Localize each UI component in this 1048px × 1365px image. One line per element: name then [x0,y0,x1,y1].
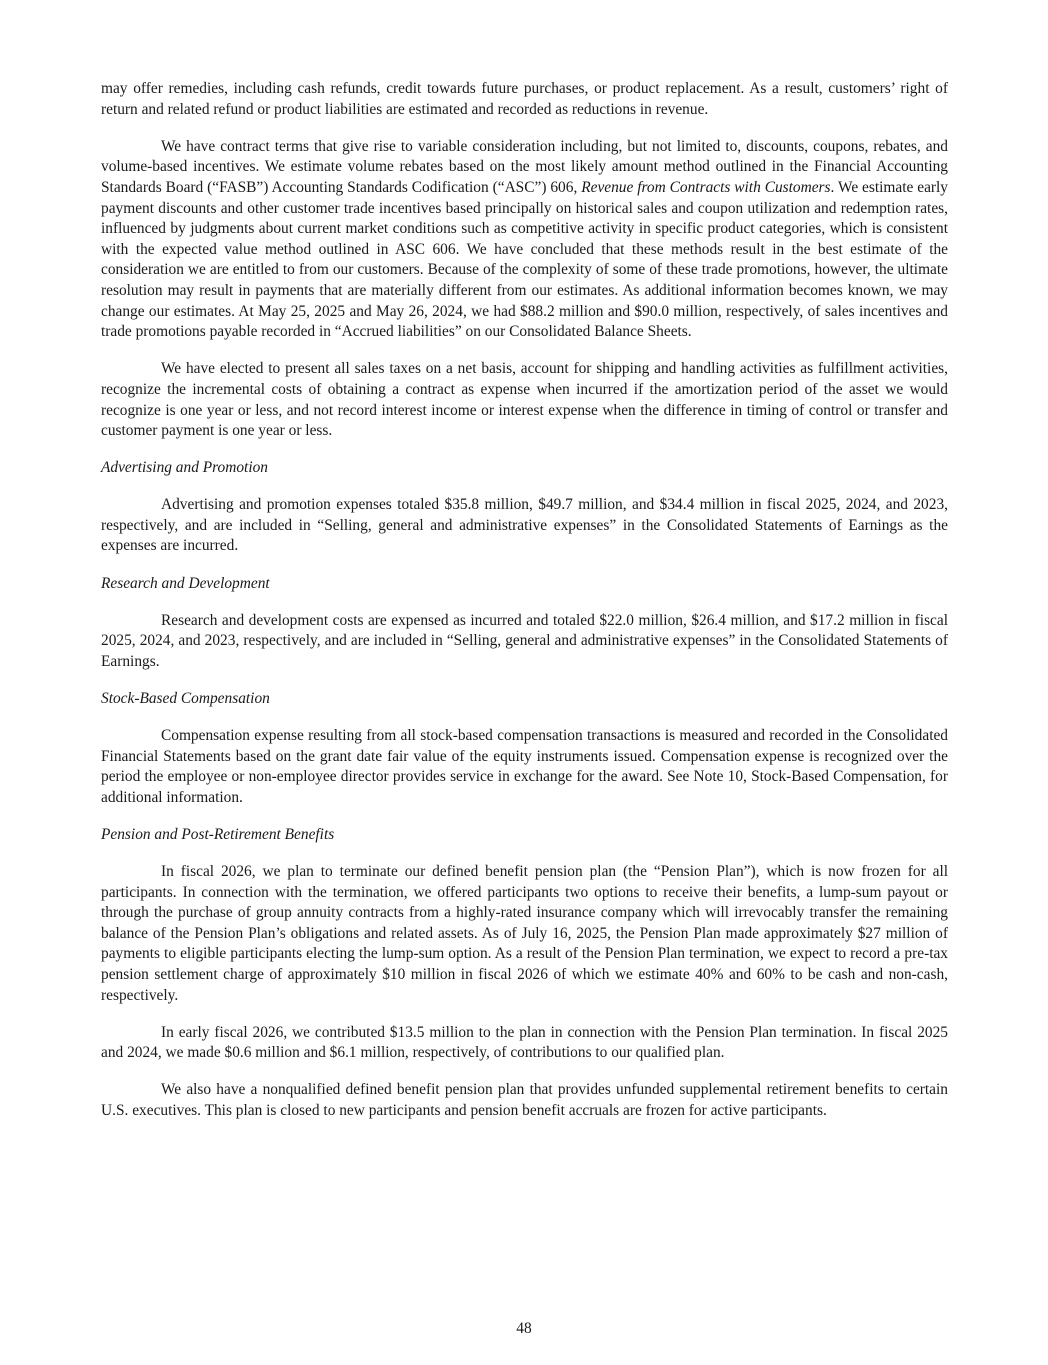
variable-consideration-text-a: We have contract terms that give rise to variable consideration including, but not limited to, discounts, coupons, rebates, and volume-based incentives. We estimate volume rebates based on the most likely amount method outlined in the Financial Accounting Standards Board (“FASB”) Accounting Standards Codification (“ASC”) 606, [101,137,948,196]
section-heading-advertising: Advertising and Promotion [101,459,269,477]
paragraph-research: Research and development costs are expensed as incurred and totaled $22.0 million, $26.4 million, and $17.2 million in fiscal 2025, 2024, and 2023, respectively, and are included in “Selling, general and administrative expenses” in the Consolidated Statements of Earnings. [101,611,948,670]
paragraph-advertising: Advertising and promotion expenses totaled $35.8 million, $49.7 million, and $34.4 million in fiscal 2025, 2024, and 2023, respectively, and are included in “Selling, general and administrative expenses” in the Consolidated Statements of Earnings as the expenses are incurred. [101,496,948,555]
section-heading-stock-compensation: Stock-Based Compensation [101,690,270,707]
paragraph-nonqualified-plan: We also have a nonqualified defined benefit pension plan that provides unfunded supplemental retirement benefits to certain U.S. executives. This plan is closed to new participants and pension benefit accruals are frozen for active participants. [101,1081,948,1120]
page-number: 48 [516,1320,532,1337]
paragraph-pension-contributions: In early fiscal 2026, we contributed $13.5 million to the plan in connection with the Pension Plan termination. In fiscal 2025 and 2024, we made $0.6 million and $6.1 million, respectively, of contributions to our qualified plan. [101,1023,948,1062]
paragraph-variable-consideration [101,137,948,343]
section-heading-research: Research and Development [101,574,270,592]
paragraph-pension-termination: In fiscal 2026, we plan to terminate our defined benefit pension plan (the “Pension Plan”), which is now frozen for all participants. In connection with the termination, we offered participants two options to receive their benefits, a lump-sum payout or through the purchase of group annuity contracts from a highly-rated insurance company which will irrevocably transfer the remaining balance of the Pension Plan’s obligations and related assets. As of July 16, 2025, the Pension Plan made approximately $27 million of payments to eligible participants electing the lump-sum option. As a result of the Pension Plan termination, we expect to record a pre-tax pension settlement charge of approximately $10 million in fiscal 2026 of which we estimate 40% and 60% to be cash and non-cash, respectively. [101,862,948,1004]
asc-606-title: Revenue from Contracts with Customers [581,178,831,196]
paragraph-stock-compensation: Compensation expense resulting from all stock-based compensation transactions is measured and recorded in the Consolidated Financial Statements based on the grant date fair value of the equity instruments issued. Compensation expense is recognized over the period the employee or non-employee director provides service in exchange for the award. See Note 10, Stock-Based Compensation, for additional information. [101,726,948,806]
document-body [101,79,948,1138]
paragraph-sales-taxes-policy: We have elected to present all sales taxes on a net basis, account for shipping and handling activities as fulfillment activities, recognize the incremental costs of obtaining a contract as expense when incurred if the amortization period of the asset we would recognize is one year or less, and not record interest income or interest expense when the difference in timing of control or transfer and customer payment is one year or less. [101,360,948,440]
section-heading-pension: Pension and Post-Retirement Benefits [101,825,335,843]
paragraph-returns-continuation: may offer remedies, including cash refunds, credit towards future purchases, or product replacement. As a result, customers’ right of return and related refund or product liabilities are estimated and recorded as reductions in revenue. [101,80,948,118]
variable-consideration-text-b: . We estimate early payment discounts and other customer trade incentives based principally on historical sales and coupon utilization and redemption rates, influenced by judgments about current market conditions such as competitive activity in specific product categories, which is consistent with the expected value method outlined in ASC 606. We have concluded that these methods result in the best estimate of the consideration we are entitled to from our customers. Because of the complexity of some of these trade promotions, however, the ultimate resolution may result in payments that are materially different from our estimates. As additional information becomes known, we may change our estimates. At May 25, 2025 and May 26, 2024, we had $88.2 million and $90.0 million, respectively, of sales incentives and trade promotions payable recorded in “Accrued liabilities” on our Consolidated Balance Sheets. [101,178,948,341]
